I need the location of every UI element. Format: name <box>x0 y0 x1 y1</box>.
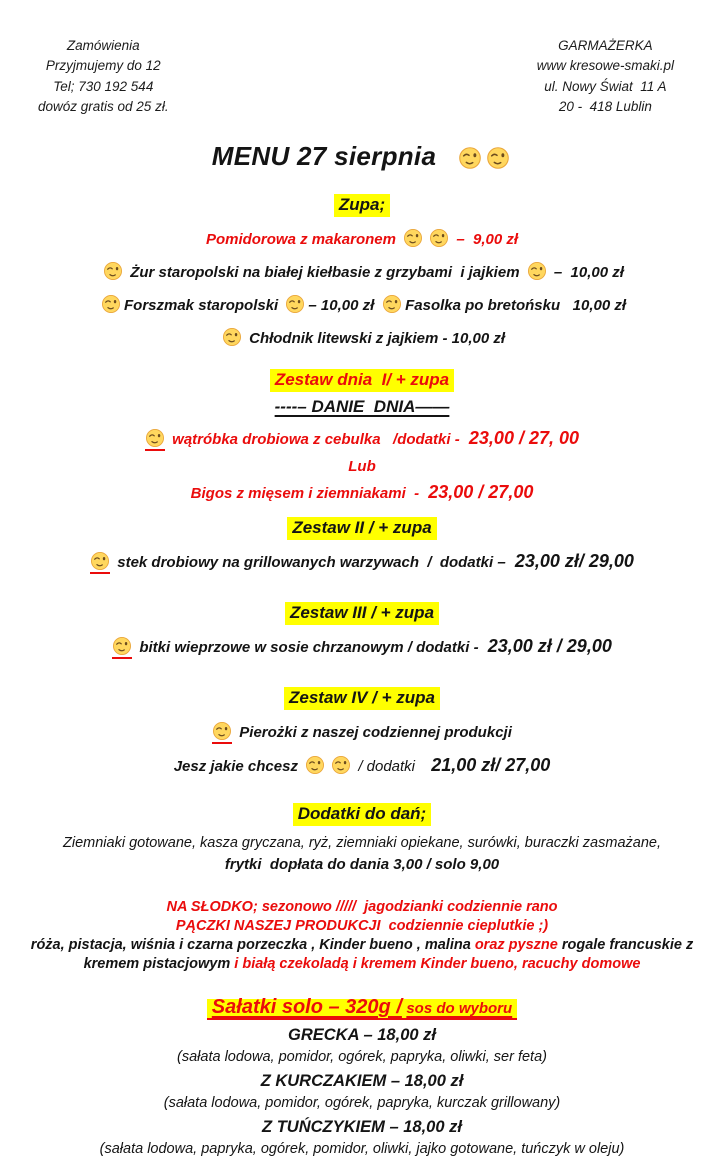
orders-title: Zamówienia <box>66 38 140 53</box>
menu-line-jesz-jakie-chcesz <box>0 755 724 777</box>
salad-ingredients-tuna: (sałata lodowa, papryka, ogórek, pomidor, oliwki, jajko gotowane, tuńczyk w oleju) <box>99 1141 625 1157</box>
flavors-black-1: róża, pistacja, wiśnia i czarna porzeczka , Kinder bueno , malina <box>30 937 471 953</box>
wink-emoji <box>527 261 547 281</box>
sweets-line-1: NA SŁODKO; sezonowo ///// jagodzianki codziennie rano <box>166 899 558 915</box>
sides-list: Ziemniaki gotowane, kasza gryczana, ryż, ziemniaki opiekane, surówki, buraczki zasmażane, <box>63 835 661 851</box>
dish-price: 23,00 / 27,00 <box>428 482 534 502</box>
dish-name: Pierożki z naszej codziennej produkcji <box>239 724 512 741</box>
dish-name: stek drobiowy na grillowanych warzywach / dodatki – <box>117 554 506 571</box>
menu-line-fasolka <box>379 294 626 316</box>
wink-emoji <box>222 327 242 347</box>
wink-emoji <box>382 294 402 314</box>
wink-emoji <box>331 755 351 775</box>
wink-emoji-underlined <box>145 428 165 451</box>
orders-hours: Przyjmujemy do 12 <box>45 58 161 74</box>
salad-name-greek: GRECKA – 18,00 zł <box>288 1026 436 1044</box>
salads-heading-main: Sałatki solo – 320g / <box>211 996 402 1018</box>
section-set-4 <box>0 687 724 777</box>
section-heading-set-4: Zestaw IV / + zupa <box>284 687 440 710</box>
dish-name: Żur staropolski na białej kiełbasie z grzybami i jajkiem <box>130 264 520 281</box>
dish-price: 23,00 / 27, 00 <box>468 428 579 448</box>
wink-emoji <box>403 228 423 248</box>
sweets-line-2: PĄCZKI NASZEJ PRODUKCJI codziennie cieplutkie ;) <box>175 918 549 934</box>
or-label: Lub <box>348 458 376 475</box>
menu-title-row <box>0 141 724 172</box>
section-soups <box>0 194 724 349</box>
dish-price: – 10,00 zł <box>308 297 375 314</box>
dish-name: bitki wieprzowe w sosie chrzanowym / dodatki - <box>139 639 479 656</box>
section-set-2 <box>0 517 724 574</box>
section-heading-sides: Dodatki do dań; <box>293 803 431 826</box>
dish-name: Fasolka po bretońsku 10,00 zł <box>405 297 626 314</box>
flavors-red-2: i białą czekoladą i kremem Kinder bueno, racuchy domowe <box>234 956 641 972</box>
sweets-flavors <box>24 936 700 974</box>
menu-line-bitki <box>0 636 724 659</box>
salad-ingredients-greek: (sałata lodowa, pomidor, ogórek, papryka, oliwki, ser feta) <box>177 1049 547 1065</box>
wink-emoji <box>145 428 165 448</box>
menu-title: MENU 27 sierpnia <box>211 141 437 171</box>
menu-line-pierozki <box>0 721 724 744</box>
menu-line-stek <box>0 551 724 574</box>
section-heading-set-2: Zestaw II / + zupa <box>287 517 436 540</box>
dish-name: Pomidorowa z makaronem <box>205 231 396 248</box>
dish-name: Chłodnik litewski z jajkiem - 10,00 zł <box>249 330 506 347</box>
website-url: www kresowe-smaki.pl <box>536 58 674 74</box>
dish-name: Bigos z mięsem i ziemniakami - <box>190 485 420 502</box>
dish-of-day-subheading: ----– DANIE DNIA—— <box>274 397 450 416</box>
menu-line-forszmak-fasolka <box>98 294 626 316</box>
section-salads <box>0 996 724 1157</box>
section-set-3 <box>0 602 724 659</box>
wink-emoji <box>458 146 482 170</box>
dish-name: wątróbka drobiowa z cebulka /dodatki - <box>172 431 460 448</box>
phone-number: Tel; 730 192 544 <box>53 78 154 94</box>
wink-emoji <box>285 294 305 314</box>
dish-price: 23,00 zł/ 29,00 <box>514 551 634 571</box>
flavors-red-1: oraz pyszne <box>474 937 558 953</box>
dish-name: Forszmak staropolski <box>124 297 279 314</box>
dish-name: Jesz jakie chcesz <box>173 758 298 775</box>
city-address: 20 - 418 Lublin <box>558 98 652 114</box>
dish-price: 21,00 zł/ 27,00 <box>431 755 551 775</box>
section-heading-set-1: Zestaw dnia I/ + zupa <box>270 369 454 392</box>
business-name: GARMAŻERKA <box>558 38 653 53</box>
addons-label: / dodatki <box>358 758 416 775</box>
wink-emoji-underlined <box>212 721 232 744</box>
salad-name-tuna: Z TUŃCZYKIEM – 18,00 zł <box>262 1118 462 1136</box>
wink-emoji <box>305 755 325 775</box>
business-info-block <box>537 36 674 117</box>
wink-emoji <box>112 636 132 656</box>
section-heading-soups: Zupa; <box>334 194 390 217</box>
wink-emoji-underlined <box>90 551 110 574</box>
section-sweets <box>0 898 724 974</box>
section-sides <box>0 803 724 873</box>
free-delivery-note: dowóz gratis od 25 zł. <box>38 98 169 114</box>
menu-line-forszmak <box>98 294 374 316</box>
wink-emoji <box>103 261 123 281</box>
street-address: ul. Nowy Świat 11 A <box>544 78 667 94</box>
page-header <box>0 36 724 117</box>
fries-surcharge-note: frytki dopłata do dania 3,00 / solo 9,00 <box>224 856 500 873</box>
section-set-1 <box>0 369 724 504</box>
salads-heading-sauce-note: sos do wyboru <box>406 1000 513 1017</box>
section-heading-set-3: Zestaw III / + zupa <box>285 602 439 625</box>
dish-price: – 9,00 zł <box>456 231 519 248</box>
section-heading-salads <box>207 996 517 1020</box>
wink-emoji <box>90 551 110 571</box>
wink-emoji <box>101 294 121 314</box>
menu-line-watrobka <box>0 428 724 451</box>
flavors-black-2: rogale francuskie z kremem pistacjowym <box>83 937 698 972</box>
salad-ingredients-chicken: (sałata lodowa, pomidor, ogórek, papryka, kurczak grillowany) <box>163 1095 561 1111</box>
menu-line-pomidorowa <box>0 228 724 250</box>
dish-price: 23,00 zł / 29,00 <box>487 636 612 656</box>
wink-emoji-underlined <box>112 636 132 659</box>
dish-price: – 10,00 zł <box>553 264 624 281</box>
menu-line-zur <box>0 261 724 283</box>
wink-emoji <box>212 721 232 741</box>
menu-line-bigos <box>0 482 724 504</box>
menu-line-chlodnik <box>0 327 724 349</box>
wink-emoji <box>486 146 510 170</box>
orders-info-block <box>38 36 169 117</box>
salad-name-chicken: Z KURCZAKIEM – 18,00 zł <box>260 1072 464 1090</box>
wink-emoji <box>429 228 449 248</box>
